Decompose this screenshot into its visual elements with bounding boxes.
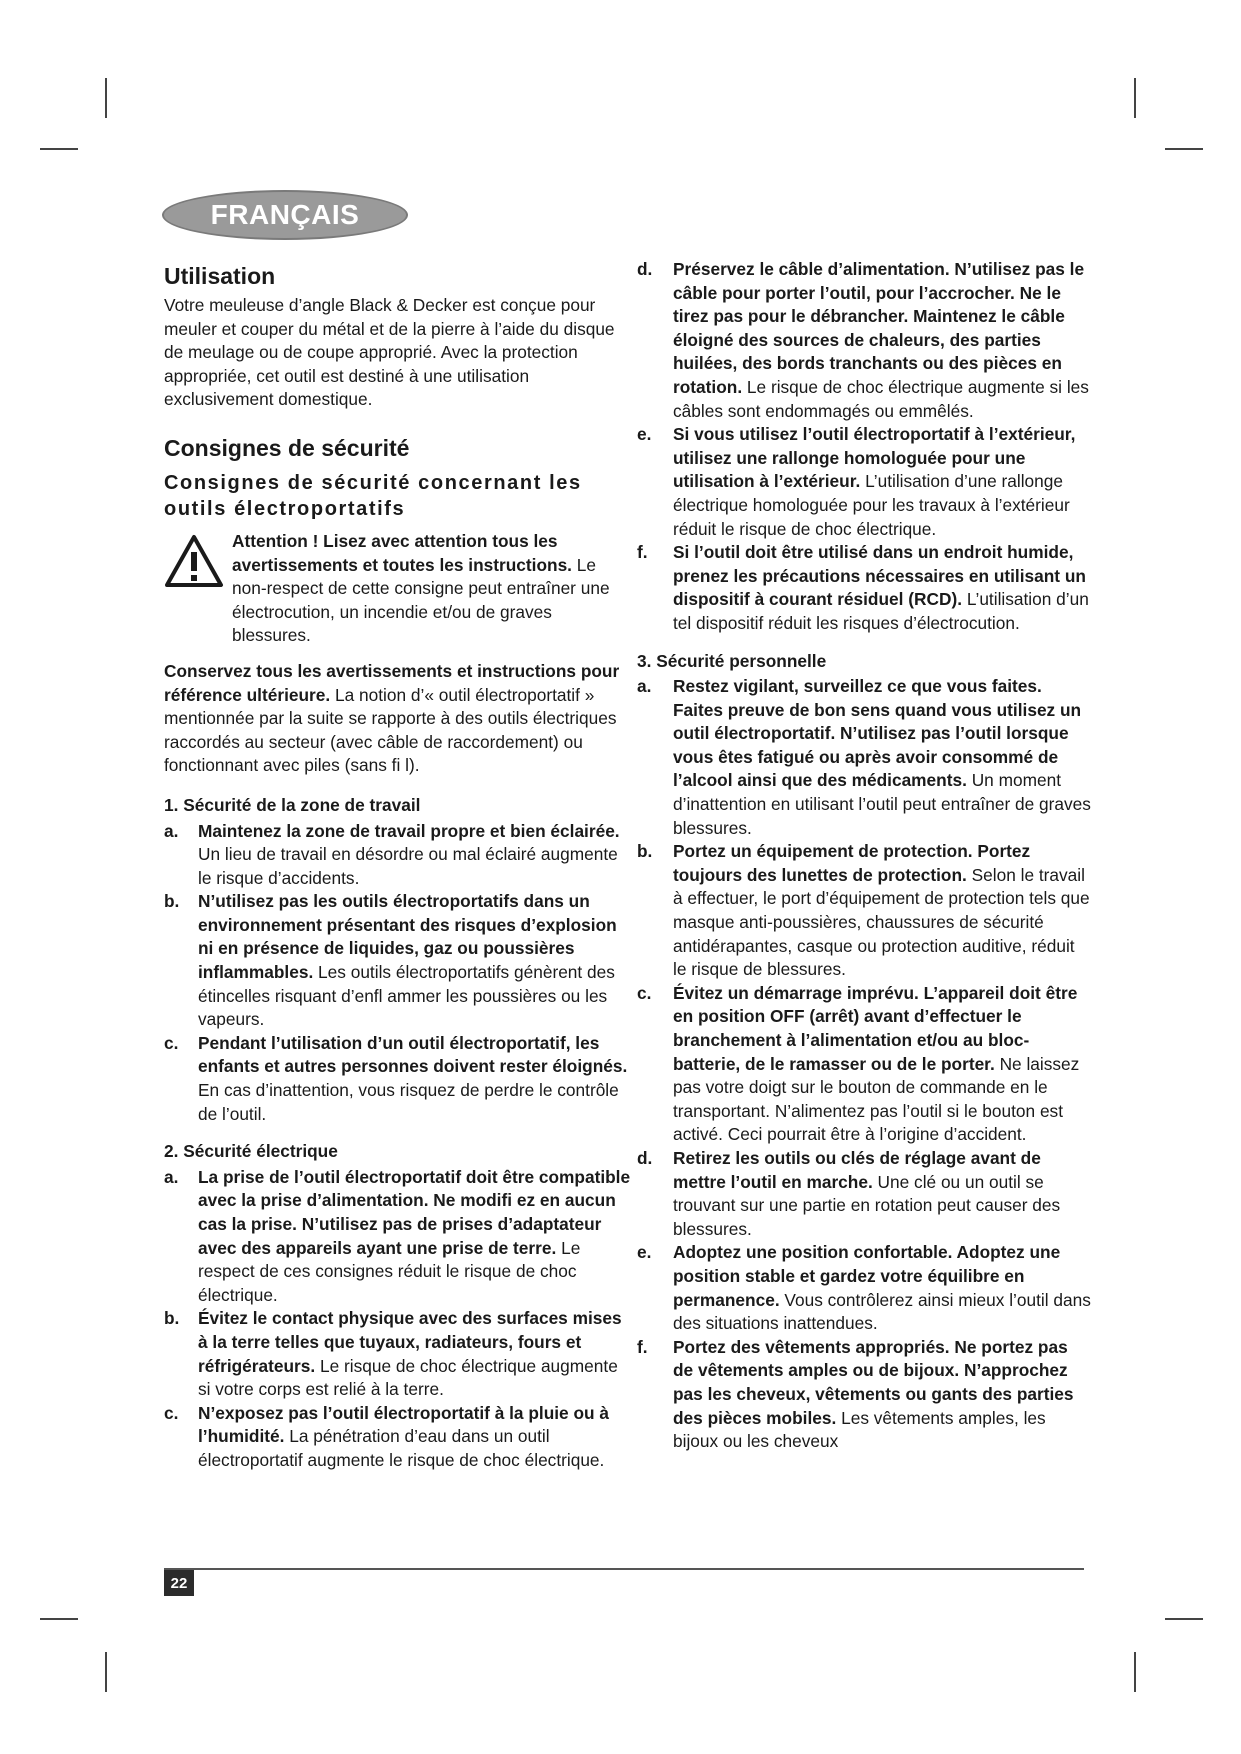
utilisation-text: Votre meuleuse d’angle Black & Decker est conçue pour meuler et couper du métal et de la pierre à l’aide du disque de meulage ou de coupe approprié. Avec la protection appropriée, cet outil est destiné à une utilisation exclusivement domestique. <box>164 295 615 410</box>
list-item: c. N’exposez pas l’outil électroportatif à la pluie ou à l’humidité. La pénétration d’eau dans un outil électroportatif augmente le risque de choc électrique. <box>164 1402 609 1470</box>
language-tab-label: FRANÇAIS <box>210 199 360 230</box>
list-item: d. Retirez les outils ou clés de réglage avant de mettre l’outil en marche. Une clé ou un outil se trouvant sur une partie en rotation peut causer des blessures. <box>637 1147 1061 1239</box>
keep-text: La notion d’« outil électroportatif » mentionnée par la suite se rapporte à des outils électriques raccordés au secteur (avec câble de raccordement) ou fonctionnant avec piles (sans fi l). <box>164 684 617 776</box>
crop-mark <box>1134 1652 1136 1692</box>
warning-text: Le non-respect de cette consigne peut entraîner une électrocution, un incendie et/ou de graves blessures. <box>232 554 610 646</box>
list-item: c. Pendant l’utilisation d’un outil électroportatif, les enfants et autres personnes doivent rester éloignés. En cas d’inattention, vous risquez de perdre le contrôle de l’outil. <box>164 1032 628 1124</box>
consignes-subtitle: Consignes de sécurité concernant les outils électroportatifs <box>164 471 582 520</box>
right-column <box>637 258 1092 1454</box>
crop-mark <box>40 148 78 150</box>
crop-mark <box>1165 1618 1203 1620</box>
list-item: b. Portez un équipement de protection. Portez toujours des lunettes de protection. Selon le travail à effectuer, le port d’équipement de protection tels que masque anti-poussières, chaussures de sécurité antidérapantes, casque ou protection auditive, réduit le risque de blessures. <box>637 841 1090 980</box>
footer-rule <box>164 1568 1084 1570</box>
list-item: a. La prise de l’outil électroportatif doit être compatible avec la prise d’alimentation. Ne modifi ez en aucun cas la prise. N’utilisez pas de prises d’adaptateur avec des appareils ayant une prise de terre. Le respect de ces consignes réduit le risque de choc électrique. <box>164 1166 631 1305</box>
list-item: c. Évitez un démarrage imprévu. L’appareil doit être en position OFF (arrêt) avant d’effectuer le branchement à l’alimentation et/ou au bloc-batterie, de le ramasser ou de le porter. Ne laissez pas votre doigt sur le bouton de commande en le transportant. N’alimentez pas l’outil si le bouton est activé. Ceci pourrait être à l’origine d’accident. <box>637 982 1080 1145</box>
section-1-title: 1. Sécurité de la zone de travail <box>164 794 421 815</box>
list-item: e. Adoptez une position confortable. Adoptez une position stable et gardez votre équilibre en permanence. Vous contrôlerez ainsi mieux l’outil dans des situations inattendues. <box>637 1242 1091 1334</box>
left-column <box>164 258 634 1473</box>
list-item: b. N’utilisez pas les outils électroportatifs dans un environnement présentant des risques d’explosion ni en présence de liquides, gaz ou poussières inflammables. Les outils électroportatifs génèrent des étincelles risquant d’enfl ammer les poussières ou les vapeurs. <box>164 891 617 1030</box>
crop-mark <box>40 1618 78 1620</box>
crop-mark <box>105 78 107 118</box>
section-3-title: 3. Sécurité personnelle <box>637 650 827 671</box>
keep-instructions <box>164 660 634 778</box>
list-item: a. Restez vigilant, surveillez ce que vous faites. Faites preuve de bon sens quand vous utilisez un outil électroportatif. N’utilisez pas l’outil lorsque vous êtes fatigué ou après avoir consommé de l’alcool ainsi que des médicaments. Un moment d’inattention en utilisant l’outil peut entraîner de graves blessures. <box>637 676 1091 838</box>
language-tab <box>162 190 408 240</box>
crop-mark <box>1165 148 1203 150</box>
list-item: d. Préservez le câble d’alimentation. N’utilisez pas le câble pour porter l’outil, pour l’accrocher. Ne le tirez pas pour le débrancher. Maintenez le câble éloigné des sources de chaleurs, des parties huilées, des bords tranchants ou des pièces en rotation. Le risque de choc électrique augmente si les câbles sont endommagés ou emmêlés. <box>637 259 1089 421</box>
warning-bold: Attention ! Lisez avec attention tous les avertissements et toutes les instructions. <box>232 530 572 575</box>
list-item: a. Maintenez la zone de travail propre et bien éclairée. Un lieu de travail en désordre ou mal éclairé augmente le risque d’accidents. <box>164 820 620 888</box>
warning-block <box>164 530 634 648</box>
section-2-title: 2. Sécurité électrique <box>164 1141 338 1162</box>
crop-mark <box>1134 78 1136 118</box>
page-number: 22 <box>164 1570 194 1596</box>
list-item: f. Portez des vêtements appropriés. Ne portez pas de vêtements amples ou de bijoux. N’approchez pas les cheveux, vêtements ou gants des parties des pièces mobiles. Les vêtements amples, les bijoux ou les cheveux <box>637 1336 1074 1452</box>
keep-bold: Conservez tous les avertissements et instructions pour référence ultérieure. <box>164 660 620 705</box>
warning-triangle-icon <box>164 534 224 588</box>
utilisation-title: Utilisation <box>164 263 276 289</box>
consignes-title: Consignes de sécurité <box>164 434 410 461</box>
list-item: f. Si l’outil doit être utilisé dans un endroit humide, prenez les précautions nécessaires en utilisant un dispositif à courant résiduel (RCD). L’utilisation d’un tel dispositif réduit les risques d’électrocution. <box>637 542 1089 633</box>
crop-mark <box>105 1652 107 1692</box>
list-item: e. Si vous utilisez l’outil électroportatif à l’extérieur, utilisez une rallonge homologuée pour une utilisation à l’extérieur. L’utilisation d’une rallonge électrique homologuée pour les travaux à l’extérieur réduit le risque de choc électrique. <box>637 424 1076 539</box>
list-item: b. Évitez le contact physique avec des surfaces mises à la terre telles que tuyaux, radiateurs, fours et réfrigérateurs. Le risque de choc électrique augmente si votre corps est relié à la terre. <box>164 1308 622 1400</box>
